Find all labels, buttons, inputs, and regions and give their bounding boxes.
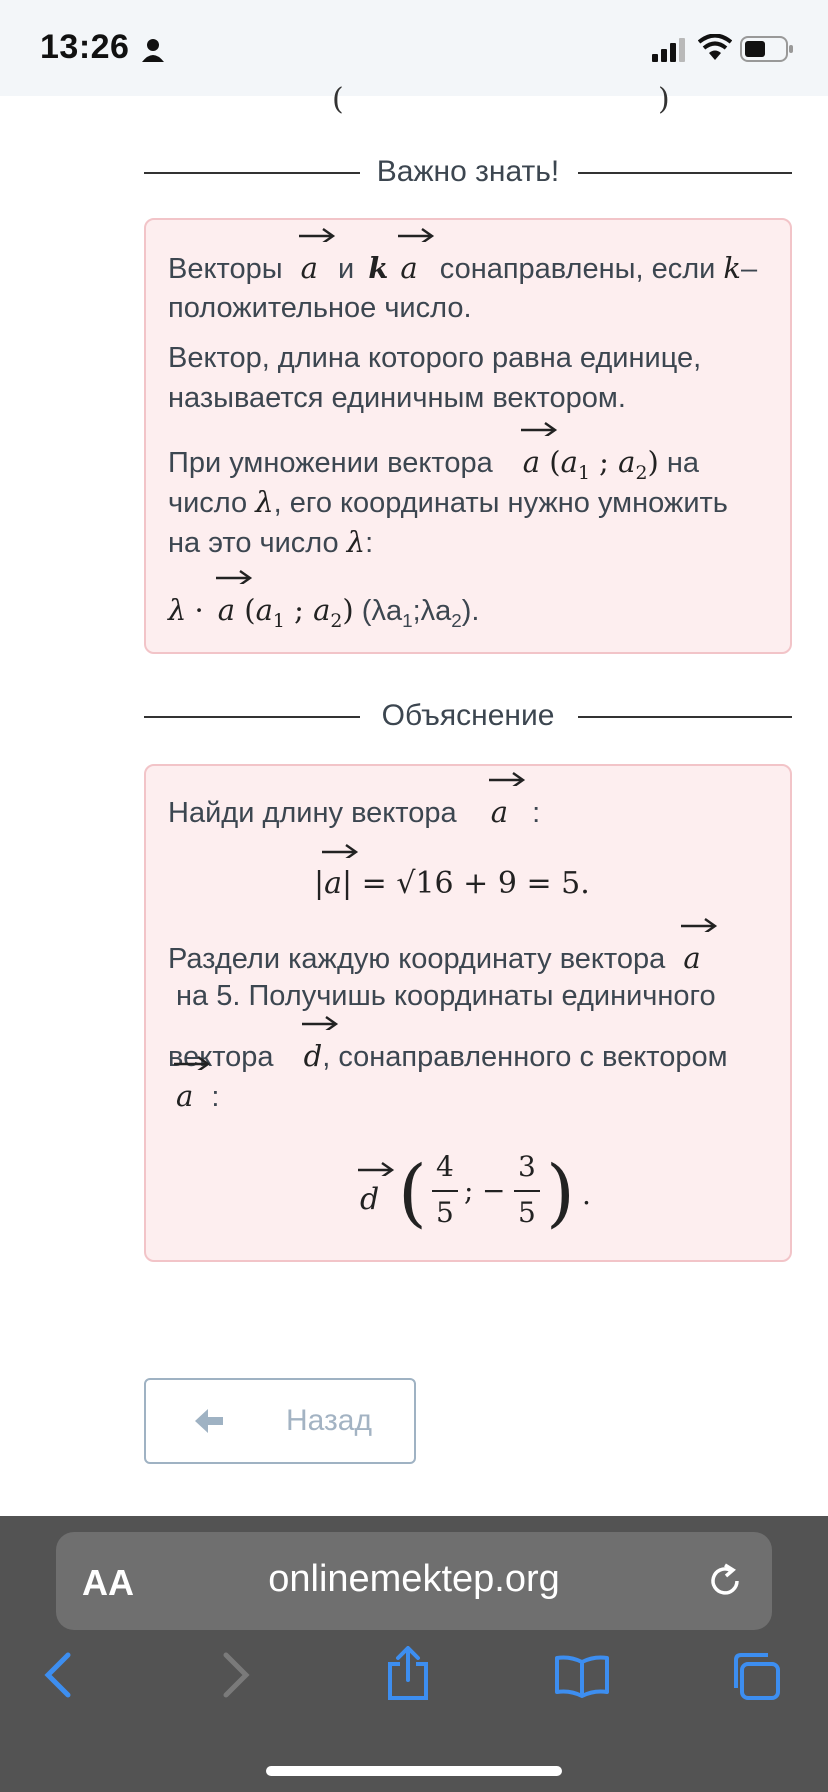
fraction-bar — [514, 1190, 540, 1192]
fraction-bar — [432, 1190, 458, 1192]
vector-a: a — [683, 938, 700, 978]
vector-a: a — [324, 864, 342, 904]
text: , сонаправленного с вектором — [322, 1041, 728, 1073]
lambda-symbol: λ — [168, 593, 187, 627]
text: : — [365, 527, 374, 559]
forward-nav-icon[interactable] — [222, 1652, 252, 1698]
address-bar[interactable] — [56, 1532, 772, 1630]
fraction2-num: 3 — [518, 1150, 536, 1183]
paren-left: ( — [398, 1150, 427, 1236]
important-p1-line1 — [168, 248, 757, 289]
k-symbol: k — [723, 251, 741, 285]
reload-icon[interactable] — [706, 1562, 744, 1600]
vector-arrow-icon — [487, 768, 527, 786]
important-p2-line1: Вектор, длина которого равна единице, — [168, 342, 702, 374]
home-indicator — [266, 1766, 562, 1776]
explanation-p2-line3 — [168, 1036, 728, 1077]
wifi-icon — [698, 34, 732, 62]
status-bar — [0, 0, 828, 96]
abs-bar: | — [314, 866, 325, 901]
divider-line — [578, 716, 792, 718]
text: При умножении вектора — [168, 447, 493, 479]
coords: ($a_1$ ; $a_2$) — [540, 445, 659, 484]
explanation-p2-line1 — [168, 938, 701, 979]
text: сонаправлены, если — [439, 253, 716, 285]
divider-line — [578, 172, 792, 174]
text: Найди длину вектора — [168, 797, 457, 829]
battery-icon — [740, 36, 794, 62]
text: ;λa — [412, 595, 452, 627]
explanation-p1 — [168, 792, 540, 833]
text: число — [168, 487, 248, 519]
important-p3-line2 — [168, 482, 728, 523]
important-box — [144, 218, 792, 654]
fraction2-den: 5 — [518, 1196, 536, 1229]
vector-arrow-icon — [519, 418, 559, 436]
vector-a: a — [400, 248, 417, 288]
text: (λa — [361, 595, 403, 627]
vector-a: a — [176, 1076, 193, 1116]
vector-a: a — [218, 590, 235, 630]
text: : — [211, 1081, 220, 1113]
important-header — [144, 152, 792, 192]
formula-text: = √16 + 9 = 5. — [361, 866, 590, 901]
length-formula — [314, 864, 590, 904]
important-p4 — [168, 590, 479, 642]
abs-bar: | — [342, 866, 353, 901]
period: . — [582, 1178, 591, 1211]
cropped-bracket-right: ) — [658, 82, 670, 117]
important-p1-line2: положительное число. — [168, 292, 472, 324]
text: ). — [461, 595, 480, 627]
cropped-bracket-left: ( — [332, 82, 344, 117]
reader-settings-button[interactable]: AA — [82, 1562, 134, 1603]
text: на — [666, 447, 699, 479]
back-button[interactable] — [144, 1378, 416, 1464]
k-symbol: k — [368, 251, 389, 285]
share-icon[interactable] — [386, 1646, 430, 1700]
minus-sign: − — [482, 1174, 506, 1207]
text: – — [740, 253, 758, 285]
text: , его координаты нужно умножить — [273, 487, 728, 519]
text: на это число — [168, 527, 339, 559]
fraction1-den: 5 — [436, 1196, 454, 1229]
important-header-label: Важно знать! — [376, 155, 560, 188]
bookmarks-icon[interactable] — [554, 1654, 610, 1698]
vector-arrow-icon — [297, 224, 337, 242]
lambda-symbol: λ — [346, 525, 366, 559]
lambda-symbol: λ — [255, 485, 274, 519]
vector-arrow-icon — [396, 224, 436, 242]
person-icon — [142, 38, 164, 62]
vector-arrow-icon — [172, 1052, 212, 1070]
vector-arrow-icon — [320, 840, 360, 858]
vector-arrow-icon — [300, 1012, 340, 1030]
explanation-header-label: Объяснение — [381, 699, 555, 732]
vector-a: a — [523, 442, 540, 482]
subscript-1: 1 — [402, 609, 413, 631]
tabs-icon[interactable] — [728, 1652, 782, 1700]
explanation-p2-line4 — [176, 1076, 219, 1117]
vector-arrow-icon — [356, 1158, 396, 1176]
back-button-label: Назад — [286, 1404, 372, 1437]
explanation-p2-line2: на 5. Получишь координаты единичного — [176, 980, 716, 1012]
arrow-left-icon — [194, 1408, 224, 1434]
important-p3-line3 — [168, 522, 373, 563]
text: Раздели каждую координату вектора — [168, 943, 666, 975]
result-formula — [360, 1148, 600, 1238]
explanation-box — [144, 764, 792, 1262]
semicolon: ; — [464, 1174, 474, 1207]
url-text: onlinemektep.org — [268, 1558, 560, 1600]
coords: ($a_1$ ; $a_2$) — [235, 593, 354, 632]
text: : — [532, 797, 541, 829]
text: вектора — [168, 1041, 274, 1073]
back-nav-icon[interactable] — [42, 1652, 72, 1698]
important-p2-line2: называется единичным вектором. — [168, 382, 626, 414]
vector-arrow-icon — [214, 566, 254, 584]
status-time: 13:26 — [40, 28, 130, 66]
fraction1-num: 4 — [436, 1150, 454, 1183]
vector-a: a — [491, 792, 508, 832]
vector-a: a — [301, 248, 318, 288]
vector-d: d — [360, 1182, 379, 1217]
paren-right: ) — [546, 1150, 575, 1236]
dot-operator: · — [194, 593, 204, 627]
browser-toolbar — [0, 1516, 828, 1792]
explanation-header — [144, 696, 792, 736]
text: Векторы — [168, 253, 283, 285]
signal-icon — [652, 38, 688, 62]
vector-arrow-icon — [679, 914, 719, 932]
text: и — [337, 253, 355, 285]
subscript-2: 2 — [451, 609, 462, 631]
vector-d: d — [304, 1036, 323, 1076]
